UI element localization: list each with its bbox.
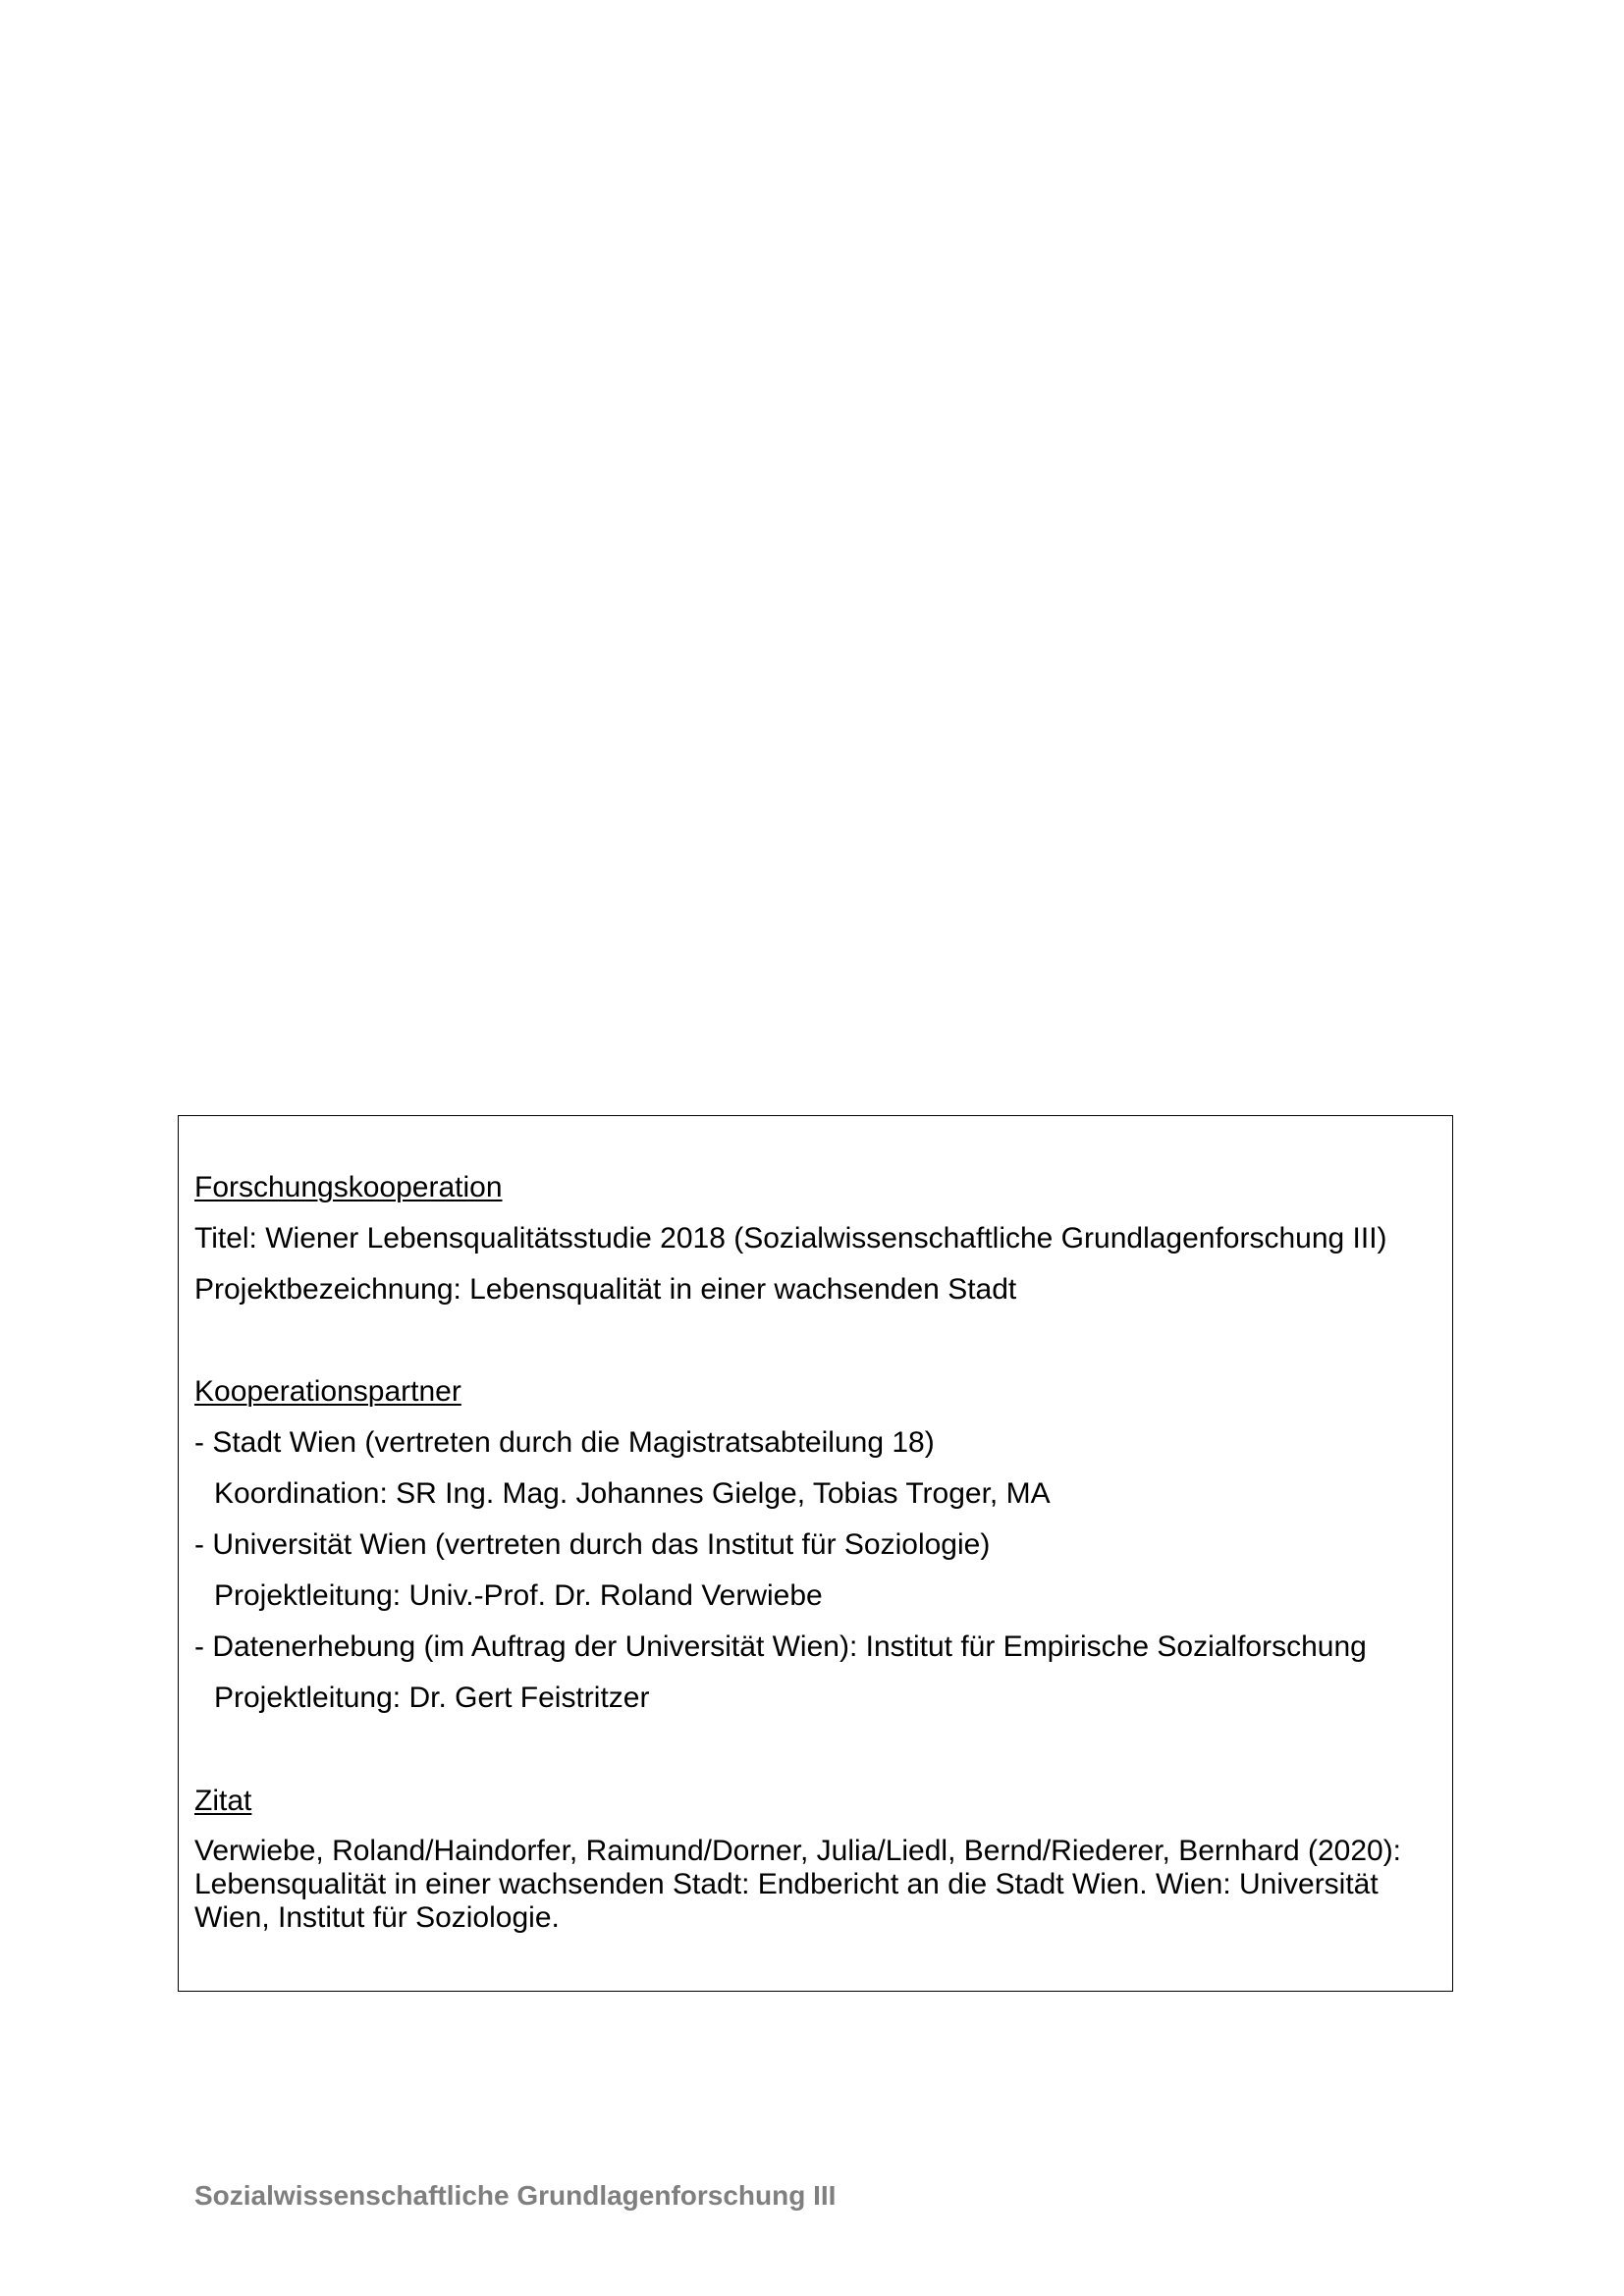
partner-detail-project-lead: Projektleitung: Univ.-Prof. Dr. Roland Verwiebe bbox=[214, 1579, 823, 1612]
partner-item-university-vienna: - Universität Wien (vertreten durch das Institut für Soziologie) bbox=[194, 1528, 991, 1561]
research-cooperation-heading: Forschungskooperation bbox=[194, 1171, 503, 1203]
page-footer: Sozialwissenschaftliche Grundlagenforschung III bbox=[194, 2180, 837, 2211]
citation-text: Verwiebe, Roland/Haindorfer, Raimund/Dorner, Julia/Liedl, Bernd/Riederer, Bernhard (2020): Lebensqualität in einer wachsenden Stadt: Endbericht an die Stadt Wien. Wien: Universität Wien, Institut für Soziologie. bbox=[194, 1835, 1402, 1934]
partners-heading: Kooperationspartner bbox=[194, 1375, 461, 1408]
title-line: Titel: Wiener Lebensqualitätsstudie 2018 (Sozialwissenschaftliche Grundlagenforschung III) bbox=[194, 1222, 1387, 1255]
citation-heading: Zitat bbox=[194, 1785, 252, 1817]
partner-detail-coordination: Koordination: SR Ing. Mag. Johannes Gielge, Tobias Troger, MA bbox=[214, 1477, 1051, 1510]
partner-detail-data-project-lead: Projektleitung: Dr. Gert Feistritzer bbox=[214, 1682, 650, 1714]
project-name-line: Projektbezeichnung: Lebensqualität in einer wachsenden Stadt bbox=[194, 1273, 1017, 1306]
partner-item-city-vienna: - Stadt Wien (vertreten durch die Magistratsabteilung 18) bbox=[194, 1426, 935, 1459]
partner-item-data-collection: - Datenerhebung (im Auftrag der Universität Wien): Institut für Empirische Sozialforschung bbox=[194, 1630, 1367, 1663]
